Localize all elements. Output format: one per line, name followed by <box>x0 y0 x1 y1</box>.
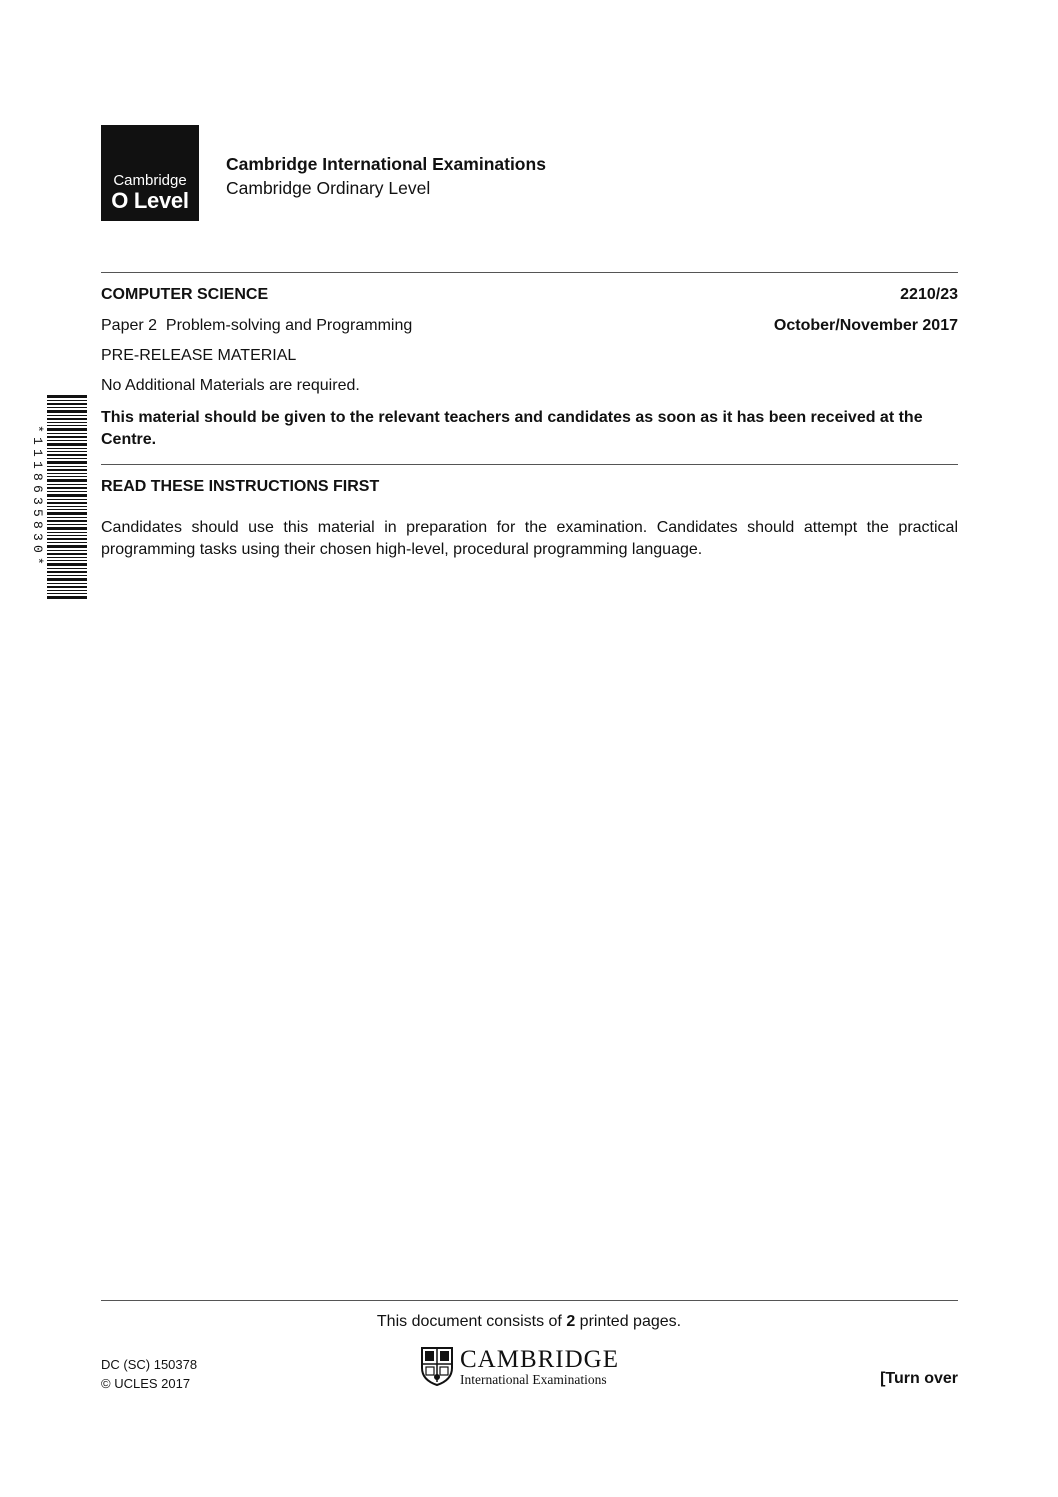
turn-over: [Turn over <box>880 1370 958 1387</box>
instructions-heading: READ THESE INSTRUCTIONS FIRST <box>101 478 380 495</box>
page-count-suffix: printed pages. <box>575 1313 682 1330</box>
page-count-note <box>0 1313 1058 1331</box>
paper-code: 2210/23 <box>900 286 958 303</box>
cambridge-footer-logo <box>420 1346 640 1390</box>
divider-footer <box>101 1300 958 1301</box>
barcode-icon <box>47 395 87 600</box>
material-type: PRE-RELEASE MATERIAL <box>101 347 297 364</box>
centre-notice: This material should be given to the relevant teachers and candidates as soon as it has been received at the Centre. <box>101 409 923 448</box>
cambridge-wordmark: CAMBRIDGE <box>460 1346 620 1373</box>
cambridge-wordmark-sub: International Examinations <box>460 1372 607 1387</box>
logo-line-o-level: O Level <box>111 188 189 213</box>
divider-middle <box>101 464 958 465</box>
paper-title: Paper 2 Problem-solving and Programming <box>101 317 413 334</box>
instructions-body: Candidates should use this material in preparation for the examination. Candidates should attempt the practical programming tasks using their chosen high-level, procedural programming language. <box>101 519 958 558</box>
copyright: © UCLES 2017 <box>101 1376 191 1391</box>
logo-line-cambridge: Cambridge <box>113 172 187 189</box>
org-sub: Cambridge Ordinary Level <box>226 178 431 198</box>
divider-top <box>101 272 958 273</box>
page-count-prefix: This document consists of <box>376 1313 567 1330</box>
cambridge-o-level-logo <box>101 125 199 221</box>
materials-required: No Additional Materials are required. <box>101 377 360 394</box>
crest-icon <box>420 1346 454 1386</box>
exam-session: October/November 2017 <box>773 317 958 334</box>
barcode-number: *1118635830* <box>30 425 45 570</box>
org-name: Cambridge International Examinations <box>226 154 546 174</box>
page-count-number: 2 <box>566 1313 576 1330</box>
document-code: DC (SC) 150378 <box>101 1357 198 1372</box>
subject-title: COMPUTER SCIENCE <box>101 286 269 303</box>
